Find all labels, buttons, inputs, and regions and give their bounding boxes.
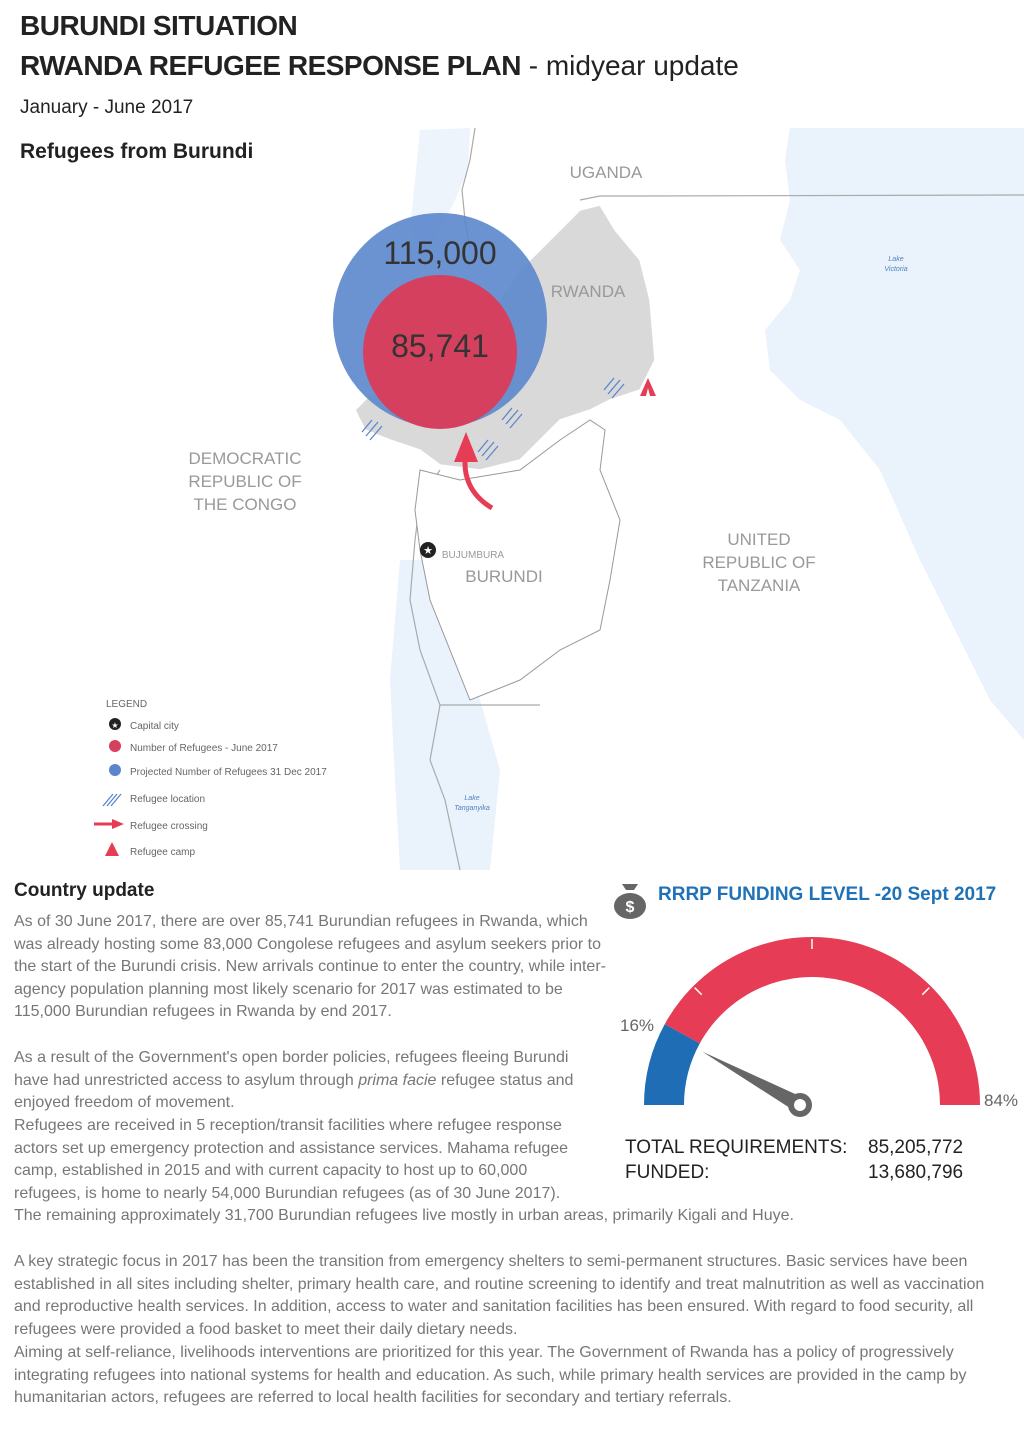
prima-facie-italic: prima facie <box>358 1071 437 1089</box>
label-lake-victoria-1: Lake <box>888 256 904 263</box>
country-update-paragraph-4: A key strategic focus in 2017 has been the transition from emergency shelters to semi-permanent structures. Basic services have been established in all sites including shelter, primary health care, and routine screening to identify and treat malnutrition as well as vaccination and reproductive health services. In addition, access to water and sanitation facilities has been ensured. With regard to food security, all refugees were provided a food basket to meet their daily dietary needs. <box>14 1253 985 1338</box>
gauge-unfunded-arc <box>665 937 980 1105</box>
map-title: Refugees from Burundi <box>20 140 254 163</box>
label-lake-victoria-2: Victoria <box>884 266 908 273</box>
total-requirements-label: TOTAL REQUIREMENTS: <box>625 1137 848 1158</box>
svg-text:★: ★ <box>111 721 119 730</box>
label-lake-tanganyika-2: Tanganyika <box>454 805 490 812</box>
current-refugees-value: 85,741 <box>391 328 489 364</box>
unfunded-percent-label: 84% <box>984 1091 1019 1110</box>
svg-text:★: ★ <box>423 544 433 557</box>
country-update-paragraph-3-text: Refugees are received in 5 reception/transit facilities where refugee response actors set up emergency protection and assistance services. Mahama refugee camp, established in 2015 and with current capacity to host up to 60,000 refugees, is home to nearly 54,000 Burundian refugees (as of 30 June 2017). The remaining approximately 31,700 Burundian refugees live mostly in urban areas, primarily Kigali and Huye. <box>14 1117 794 1225</box>
funded-label: FUNDED: <box>625 1162 710 1183</box>
legend-label-crossing: Refugee crossing <box>130 821 208 832</box>
country-update-paragraph-1: As of 30 June 2017, there are over 85,741 Burundian refugees in Rwanda, which was already hosting some 83,000 Congolese refugees and asylum seekers prior to the start of the Burundi crisis. New arrivals continue to enter the country, while inter-agency population planning most likely scenario for 2017 was estimated to be 115,000 Burundian refugees in Rwanda by end 2017. <box>14 913 606 1021</box>
funded-value: 13,680,796 <box>868 1162 964 1183</box>
label-drc-2: REPUBLIC OF <box>188 472 302 491</box>
label-uganda: UGANDA <box>569 163 643 182</box>
country-update-paragraph-5: Aiming at self-reliance, livelihoods interventions are prioritized for this year. The Government of Rwanda has a policy of progressively integrating refugees into national systems for health and education. As such, while primary health services are provided in the camp by humanitarian actors, refugees are referred to local health facilities for secondary and tertiary referrals. <box>14 1344 967 1407</box>
country-update-paragraph-2: As a result of the Government's open border policies, refugees fleeing Burundi have had unrestricted access to asylum through prima facie refugee status and enjoyed freedom of movement. <box>14 1049 574 1112</box>
label-rwanda: RWANDA <box>550 282 626 301</box>
projected-refugees-value: 115,000 <box>383 235 497 271</box>
country-update-heading: Country update <box>14 880 155 901</box>
title-subtitle: - midyear update <box>520 50 739 81</box>
total-requirements-value: 85,205,772 <box>868 1137 964 1158</box>
refugee-map <box>0 120 1024 875</box>
label-tanzania-3: TANZANIA <box>717 576 801 595</box>
title-line-2 <box>20 50 739 82</box>
legend-label-camp: Refugee camp <box>130 847 196 858</box>
label-drc-1: DEMOCRATIC <box>188 449 302 468</box>
legend-hatch-icon <box>103 794 121 806</box>
funding-gauge <box>600 900 1024 1130</box>
map-legend <box>94 699 327 858</box>
funding-title: RRRP FUNDING LEVEL -20 Sept 2017 <box>658 884 997 905</box>
label-drc-3: THE CONGO <box>193 495 297 514</box>
label-burundi: BURUNDI <box>465 567 543 586</box>
funded-percent-label: 16% <box>620 1016 655 1035</box>
svg-text:$: $ <box>625 899 635 916</box>
legend-title: LEGEND <box>106 699 148 710</box>
title-line-1: BURUNDI SITUATION <box>20 10 298 41</box>
legend-label-refugees: Number of Refugees - June 2017 <box>130 743 278 754</box>
legend-label-capital: Capital city <box>130 721 179 732</box>
label-lake-tanganyika-1: Lake <box>464 795 480 802</box>
report-period: January - June 2017 <box>20 97 194 118</box>
lake-victoria-shape <box>765 128 1024 740</box>
legend-label-location: Refugee location <box>130 794 206 805</box>
label-tanzania-2: REPUBLIC OF <box>702 553 816 572</box>
legend-label-projected: Projected Number of Refugees 31 Dec 2017 <box>130 767 327 778</box>
label-tanzania-1: UNITED <box>727 530 791 549</box>
legend-red-dot-icon <box>109 740 121 752</box>
title-plan-name: RWANDA REFUGEE RESPONSE PLAN <box>20 50 521 81</box>
label-bujumbura: BUJUMBURA <box>441 550 505 561</box>
legend-blue-dot-icon <box>109 764 121 776</box>
legend-camp-icon <box>105 842 119 856</box>
